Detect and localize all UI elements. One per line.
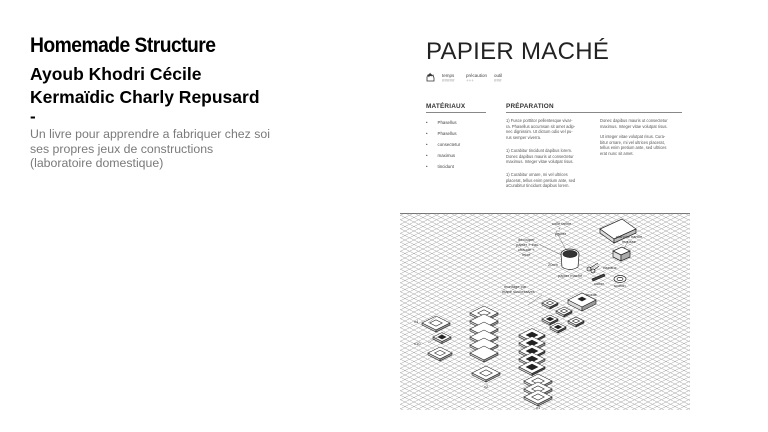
grid-line xyxy=(630,213,690,410)
prep-step: 1) Fusce porttitor pellentesque vivar- ra. Phasellus accumsan sit amet adip- nec dignissim. Ut dictum odio vel pu- rus semper viverra. xyxy=(506,118,576,140)
label-assembly: montage par étape successives xyxy=(502,284,535,294)
cutter-icon xyxy=(592,274,605,281)
spec-tool-value: ### xyxy=(494,78,502,83)
label-mold: moule xyxy=(586,292,597,297)
material-item: • consectetur xyxy=(426,142,461,147)
grid-line xyxy=(468,213,690,410)
project-description: Un livre pour apprendre a fabriquer chez soi ses propres jeux de constructions (laboratoire domestique) xyxy=(30,127,270,170)
prep-step: Ut integer vitae volutpat risus. Cura- bitur ornare, mi vel ultrices placerat, tellus enim pretium ante, sed ultrices erat nunc sit amet. xyxy=(600,134,667,156)
prep-step: 1) Curabitur ornare, mi vel ultrices placerat, tellus enim pretium ante, sed aCurabitur tincidunt dapibus lorem. xyxy=(506,172,576,188)
material-label: Phasellus xyxy=(437,131,457,136)
material-label: consectetur xyxy=(437,142,461,147)
foam-block xyxy=(613,247,630,261)
material-item: • Phasellus xyxy=(426,120,457,125)
grid-line xyxy=(648,213,690,410)
grid-line xyxy=(400,213,477,410)
label-scissors: ciseaux xyxy=(603,265,617,270)
spec-time-label: temps xyxy=(442,73,455,78)
isometric-diagram xyxy=(400,213,690,410)
tape-icon xyxy=(614,276,626,283)
material-label: maximus xyxy=(437,153,456,158)
materials-rule xyxy=(426,112,486,113)
project-info xyxy=(30,33,270,171)
prep-step: Donec dapibus mauris ut consectetur maximus. Integer vitae volutpat risus. xyxy=(600,118,668,129)
project-title: Homemade Structure xyxy=(30,34,216,57)
spec-caution xyxy=(466,73,487,83)
label-board: planche carton mousse xyxy=(616,234,643,244)
spec-caution-value: +++ xyxy=(466,78,474,83)
book-page xyxy=(400,0,690,432)
spec-time xyxy=(442,73,455,83)
material-item: • maximus xyxy=(426,153,456,158)
preparation-rule xyxy=(506,112,682,113)
label-x1: x1 xyxy=(536,405,541,410)
label-x2: x2 xyxy=(484,384,489,389)
iso-tile xyxy=(472,366,500,382)
material-item: • Phasellus xyxy=(426,131,457,136)
iso-tile xyxy=(568,317,584,327)
project-authors: Ayoub Khodri Cécile Kermaïdic Charly Repusard xyxy=(30,64,260,107)
materials-header: MATÉRIAUX xyxy=(426,103,466,110)
material-label: tincidunt xyxy=(437,164,454,169)
label-paper-mache: papier maché xyxy=(558,273,583,278)
tiles-group xyxy=(422,299,584,406)
label-dimension: 20cm xyxy=(548,262,558,267)
material-item: • tincidunt xyxy=(426,164,454,169)
label-tape: scotch xyxy=(614,283,626,288)
spec-caution-label: précaution xyxy=(466,73,488,78)
separator-dash: - xyxy=(30,107,36,126)
label-x10: x10 xyxy=(414,341,421,346)
label-x4: x4 xyxy=(414,319,419,324)
spec-tool-label: outil xyxy=(494,73,503,78)
spec-tool xyxy=(494,73,502,83)
label-glue: colle farine + papier xyxy=(552,221,572,236)
paper-mache-pot xyxy=(561,249,579,270)
label-cutter: cutter xyxy=(594,281,605,286)
label-cut: découper papier + eau chaude + mixé xyxy=(516,237,539,257)
iso-tile xyxy=(556,307,572,317)
hand-icon xyxy=(426,72,436,84)
prep-step: 1) Curabitur tincidunt dapibus lorem. Donec dapibus mauris ut consectetur maximus. Integer vitae volutpat risus. xyxy=(506,148,574,164)
page-title: PAPIER MACHÉ xyxy=(426,38,610,65)
material-label: Phasellus xyxy=(437,120,457,125)
preparation-header: PRÉPARATION xyxy=(506,103,554,110)
spec-time-value: ##### xyxy=(442,78,455,83)
iso-tile xyxy=(428,347,452,361)
